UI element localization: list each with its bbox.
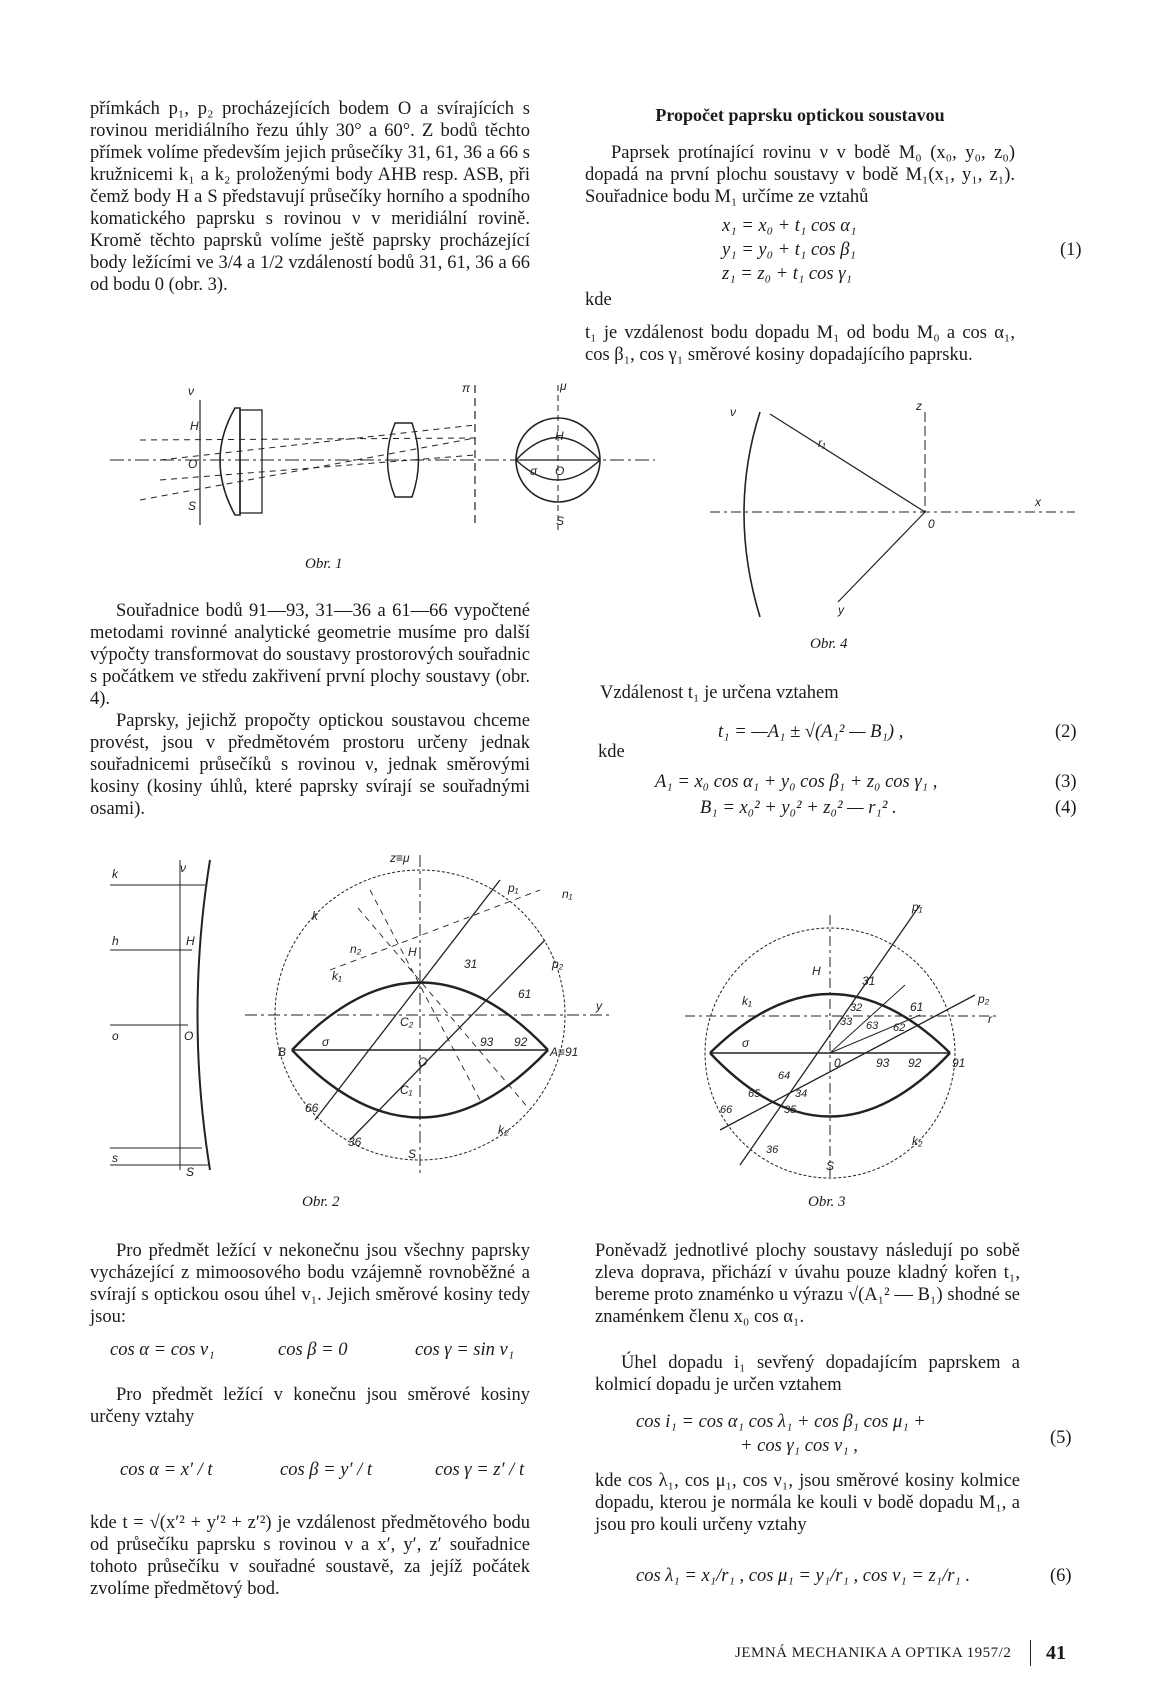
equation-6: cos λ₁ = x₁/r₁ , cos μ₁ = y₁/r₁ , cos ν₁ = z₁/r₁ . [636, 1566, 971, 1586]
fig1-label-s2: S [556, 514, 565, 528]
fig1-label-s: S [188, 499, 197, 513]
right-paragraph-3: Vzdálenost t₁ je určena vztahem [600, 683, 839, 703]
fig2-label-y: y [596, 999, 602, 1013]
fig4-label-y: y [838, 603, 844, 617]
fig2-label-s: s [112, 1151, 118, 1165]
equation-2: t₁ = —A₁ ± √(A₁² — B₁) , [718, 722, 904, 742]
fig2-label-c2: C₂ [400, 1015, 414, 1029]
fig3-label-p2: p₂ [978, 992, 990, 1006]
fig2-label-H-circle: H [408, 945, 417, 959]
equation-3: A₁ = x₀ cos α₁ + y₀ cos β₁ + z₀ cos γ₁ , [655, 772, 938, 792]
eq2-number: (2) [1055, 722, 1077, 742]
figure-1 [100, 380, 660, 560]
fig4-label-v: ν [730, 405, 736, 419]
caption-obr4: Obr. 4 [810, 636, 848, 652]
fig2-label-H: H [186, 934, 195, 948]
fig2-label-A: A≡91 [550, 1045, 579, 1059]
fig2-label-93: 93 [480, 1035, 494, 1049]
fig3-label-34: 34 [795, 1088, 808, 1100]
fig2-label-h: h [112, 934, 119, 948]
right-paragraph-1: Paprsek protínající rovinu ν v bodě M₀ (x₀, y₀, z₀) dopadá na první plochu soustavy v bodě M₁(x₁, y₁, z₁). Souřadnice bodu M₁ určíme ze vztahů [585, 143, 1015, 207]
fig3-label-35: 35 [784, 1104, 797, 1116]
fig3-label-62: 62 [893, 1022, 906, 1034]
fig3-label-k2: k₂ [912, 1134, 923, 1148]
fig1-label-o: O [188, 457, 198, 471]
fig1-label-h: H [190, 419, 199, 433]
fig2-label-k-circle: k [312, 909, 318, 923]
fig1-label-v: ν [188, 384, 194, 398]
fig2-label-o: o [112, 1029, 119, 1043]
fig3-label-93: 93 [876, 1056, 890, 1070]
eq4-number: (4) [1055, 798, 1077, 818]
fig2-label-36: 36 [348, 1135, 362, 1149]
left-paragraph-3: Paprsky, jejichž propočty optickou soustavou chceme provést, jsou v předmětovém prostoru určeny jednak souřadnicemi průsečíků s rovinou ν, jednak směrovými kosiny (kosiny úhlů, které paprsky svírají se souřadnými osami). [90, 711, 530, 819]
section-heading: Propočet paprsku optickou soustavou [655, 105, 945, 125]
fig3-label-r: r [988, 1012, 992, 1026]
right-paragraph-6: kde cos λ₁, cos μ₁, cos ν₁, jsou směrové kosiny kolmice dopadu, kterou je normála ke kouli v bodě dopadu M₁, a jsou pro kouli určeny vztahy [595, 1471, 1020, 1535]
eq5-number: (5) [1050, 1428, 1072, 1448]
eq1-number: (1) [1060, 240, 1082, 260]
figure-3 [680, 895, 1000, 1185]
fig2-label-O-center: O [418, 1055, 428, 1069]
fig1-label-h2: H [555, 429, 564, 443]
fig3-label-63: 63 [866, 1020, 879, 1032]
fig2-label-92: 92 [514, 1035, 528, 1049]
fig2-label-k1: k₁ [332, 969, 342, 983]
fig2-label-k2: k₂ [498, 1123, 509, 1137]
fig3-label-92: 92 [908, 1056, 922, 1070]
fig3-label-32: 32 [850, 1002, 863, 1014]
fig4-label-o: 0 [928, 517, 935, 531]
fig3-label-31: 31 [862, 974, 876, 988]
fig2-label-S: S [186, 1165, 195, 1179]
page-number: 41 [1046, 1642, 1066, 1664]
right-paragraph-5: Úhel dopadu i₁ sevřený dopadajícím paprskem a kolmicí dopadu je určen vztahem [595, 1353, 1020, 1395]
equation-4: B₁ = x₀² + y₀² + z₀² — r₁² . [700, 798, 897, 818]
fig2-label-B: B [278, 1045, 287, 1059]
fig2-label-k: k [112, 867, 118, 881]
left-paragraph-2: Souřadnice bodů 91—93, 31—36 a 61—66 vypočtené metodami rovinné analytické geometrie musíme pro další výpočty transformovat do soustavy prostorových souřadnic s počátkem ve středu zakřivení první plochy soustavy (obr. 4). [90, 601, 530, 709]
fig1-label-o2: O [555, 464, 565, 478]
fig2-label-p2: p₂ [552, 957, 564, 971]
fig1-label-sigma: σ [530, 464, 538, 478]
fig2-label-c1: C₁ [400, 1083, 413, 1097]
fig2-label-61: 61 [518, 987, 532, 1001]
fig3-label-O: 0 [834, 1056, 841, 1070]
fig1-label-mu: μ [560, 380, 567, 393]
fig2-label-zmu: z≡μ [390, 851, 410, 865]
fig3-label-k1: k₁ [742, 994, 752, 1008]
fig2-label-v: ν [180, 861, 186, 875]
fig2-label-sigma: σ [322, 1035, 330, 1049]
figure-4 [700, 402, 1080, 622]
fig3-label-91: 91 [952, 1056, 966, 1070]
fig2-label-n2: n₂ [350, 942, 362, 956]
fig4-label-z: z [916, 402, 922, 413]
caption-obr3: Obr. 3 [808, 1194, 846, 1210]
figure-2 [100, 850, 620, 1180]
footer-divider [1030, 1640, 1031, 1666]
fig4-label-x: x [1035, 495, 1041, 509]
fig3-label-61: 61 [910, 1000, 924, 1014]
journal-footer: JEMNÁ MECHANIKA A OPTIKA 1957/2 [735, 1645, 1012, 1661]
fig2-label-66: 66 [305, 1101, 319, 1115]
fig1-label-pi: π [462, 381, 471, 395]
fig2-label-p1: p₁ [508, 881, 519, 895]
fig3-label-H: H [812, 964, 821, 978]
intro-paragraph: přímkách p₁, p₂ procházejících bodem O a svírajících s rovinou meridiálního řezu úhly 30° a 60°. Z bodů těchto přímek volíme především jejich průsečíky 31, 61, 36 a 66 s kružnicemi k₁ a k₂ proloženými body AHB resp. ASB, při čemž body H a S představují průsečíky horního a spodního komatického paprsku s rovinou ν v meridiální rovině. Kromě těchto paprsků volíme ještě paprsky procházející body ležícími ve 3/4 a 1/2 vzdáleností bodů 31, 61, 36 a 66 od bodu 0 (obr. 3). [90, 99, 530, 295]
left-paragraph-6: kde t = √(x′² + y′² + z′²) je vzdálenost předmětového bodu od průsečíku paprsku s rovinou ν a x′, y′, z′ souřadnice tohoto průsečíku v souřadné soustavě, za jejíž počátek zvolíme předmětový bod. [90, 1513, 530, 1599]
fig2-label-S-circle: S [408, 1147, 417, 1161]
right-paragraph-2: t₁ je vzdálenost bodu dopadu M₁ od bodu M₀ a cos α₁, cos β₁, cos γ₁ směrové kosiny dopadajícího paprsku. [585, 323, 1015, 365]
kde-label-2: kde [598, 742, 625, 762]
fig4-label-r: r₁ [818, 436, 826, 450]
fig3-label-33: 33 [840, 1016, 853, 1028]
caption-obr2: Obr. 2 [302, 1194, 340, 1210]
left-paragraph-4: Pro předmět ležící v nekonečnu jsou všechny paprsky vycházející z mimoosového bodu vzájemně rovnoběžné a svírají s optickou osou úhel v₁. Jejich směrové kosiny tedy jsou: [90, 1241, 530, 1327]
fig3-label-66: 66 [720, 1104, 733, 1116]
eq6-number: (6) [1050, 1566, 1072, 1586]
left-paragraph-5: Pro předmět ležící v konečnu jsou směrové kosiny určeny vztahy [90, 1385, 530, 1427]
fig3-label-S: S [826, 1159, 835, 1173]
fig3-label-64: 64 [778, 1070, 791, 1082]
eq3-number: (3) [1055, 772, 1077, 792]
fig2-label-n1: n₁ [562, 887, 573, 901]
fig3-label-65: 65 [748, 1088, 761, 1100]
fig3-label-36: 36 [766, 1144, 779, 1156]
fig2-label-31: 31 [464, 957, 478, 971]
kde-label: kde [585, 290, 612, 310]
fig2-label-O: O [184, 1029, 194, 1043]
fig3-label-sigma: σ [742, 1036, 750, 1050]
caption-obr1: Obr. 1 [305, 556, 343, 572]
fig3-label-p1: p₁ [912, 900, 923, 914]
right-paragraph-4: Poněvadž jednotlivé plochy soustavy následují po sobě zleva doprava, přichází v úvahu pouze kladný kořen t₁, bereme proto znaménko u výrazu √(A₁² — B₁) shodné se znaménkem členu x₀ cos α₁. [595, 1241, 1020, 1327]
